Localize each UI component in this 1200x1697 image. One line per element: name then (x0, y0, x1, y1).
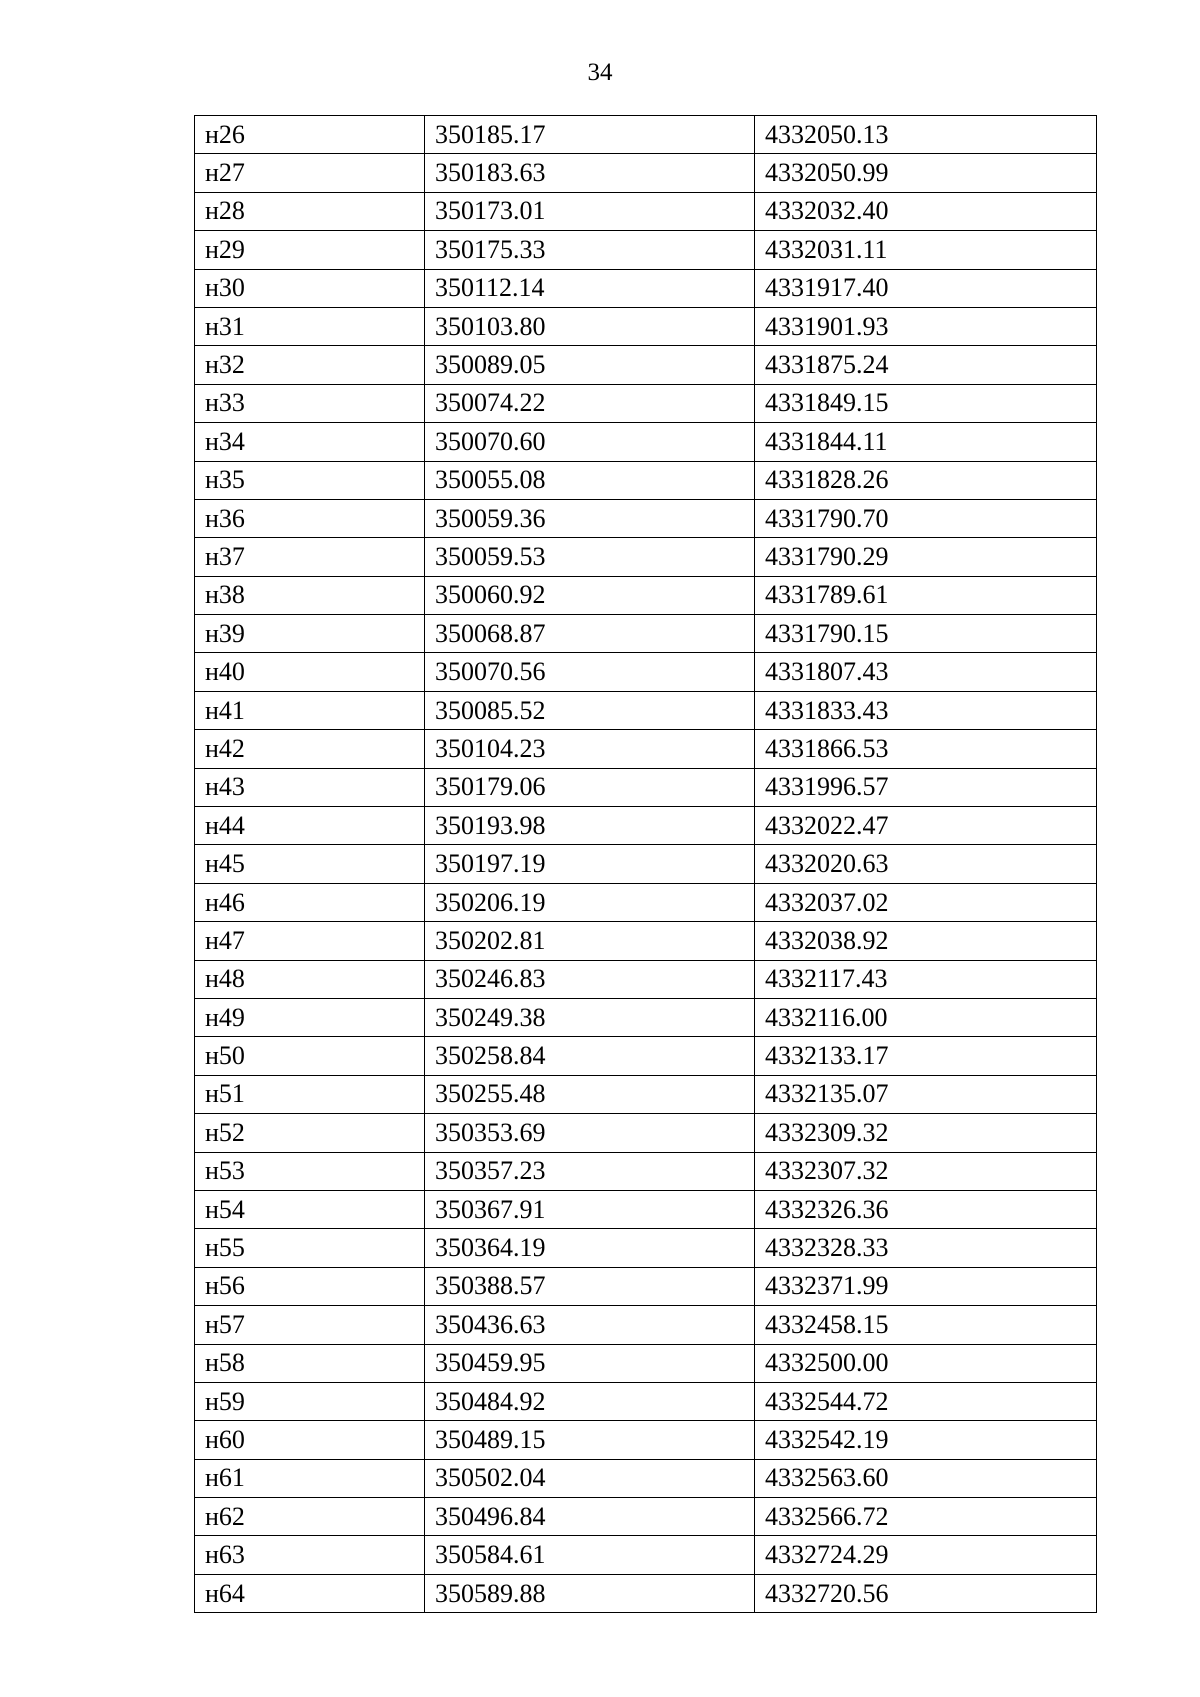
table-row (195, 461, 1097, 499)
y-coordinate-cell: 4332328.33 (755, 1229, 1097, 1267)
y-coordinate-cell: 4332020.63 (755, 845, 1097, 883)
table-row (195, 1498, 1097, 1536)
table-row (195, 1075, 1097, 1113)
y-coordinate-cell: 4332326.36 (755, 1190, 1097, 1228)
point-id-cell: н57 (195, 1306, 425, 1344)
table-row (195, 269, 1097, 307)
x-coordinate-cell: 350074.22 (425, 384, 755, 422)
y-coordinate-cell: 4332542.19 (755, 1421, 1097, 1459)
y-coordinate-cell: 4331849.15 (755, 384, 1097, 422)
x-coordinate-cell: 350202.81 (425, 922, 755, 960)
table-row (195, 922, 1097, 960)
y-coordinate-cell: 4332116.00 (755, 998, 1097, 1036)
y-coordinate-cell: 4332133.17 (755, 1037, 1097, 1075)
point-id-cell: н54 (195, 1190, 425, 1228)
y-coordinate-cell: 4332458.15 (755, 1306, 1097, 1344)
x-coordinate-cell: 350584.61 (425, 1536, 755, 1574)
table-row (195, 154, 1097, 192)
y-coordinate-cell: 4332307.32 (755, 1152, 1097, 1190)
coordinates-table (194, 115, 1097, 1613)
y-coordinate-cell: 4331866.53 (755, 730, 1097, 768)
x-coordinate-cell: 350173.01 (425, 192, 755, 230)
x-coordinate-cell: 350367.91 (425, 1190, 755, 1228)
y-coordinate-cell: 4331790.29 (755, 538, 1097, 576)
x-coordinate-cell: 350070.56 (425, 653, 755, 691)
point-id-cell: н26 (195, 116, 425, 154)
x-coordinate-cell: 350206.19 (425, 883, 755, 921)
x-coordinate-cell: 350502.04 (425, 1459, 755, 1497)
x-coordinate-cell: 350459.95 (425, 1344, 755, 1382)
x-coordinate-cell: 350249.38 (425, 998, 755, 1036)
y-coordinate-cell: 4331996.57 (755, 768, 1097, 806)
y-coordinate-cell: 4332031.11 (755, 231, 1097, 269)
table-row (195, 1306, 1097, 1344)
table-row (195, 307, 1097, 345)
x-coordinate-cell: 350060.92 (425, 576, 755, 614)
point-id-cell: н34 (195, 423, 425, 461)
point-id-cell: н46 (195, 883, 425, 921)
point-id-cell: н27 (195, 154, 425, 192)
y-coordinate-cell: 4332500.00 (755, 1344, 1097, 1382)
table-row (195, 998, 1097, 1036)
x-coordinate-cell: 350185.17 (425, 116, 755, 154)
table-row (195, 1190, 1097, 1228)
x-coordinate-cell: 350436.63 (425, 1306, 755, 1344)
table-row (195, 845, 1097, 883)
x-coordinate-cell: 350112.14 (425, 269, 755, 307)
y-coordinate-cell: 4331790.15 (755, 615, 1097, 653)
point-id-cell: н63 (195, 1536, 425, 1574)
x-coordinate-cell: 350193.98 (425, 807, 755, 845)
y-coordinate-cell: 4332050.13 (755, 116, 1097, 154)
x-coordinate-cell: 350175.33 (425, 231, 755, 269)
table-row (195, 346, 1097, 384)
x-coordinate-cell: 350357.23 (425, 1152, 755, 1190)
y-coordinate-cell: 4332544.72 (755, 1382, 1097, 1420)
point-id-cell: н45 (195, 845, 425, 883)
point-id-cell: н43 (195, 768, 425, 806)
point-id-cell: н55 (195, 1229, 425, 1267)
table-row (195, 615, 1097, 653)
table-row (195, 1421, 1097, 1459)
table-row (195, 499, 1097, 537)
point-id-cell: н64 (195, 1574, 425, 1612)
x-coordinate-cell: 350589.88 (425, 1574, 755, 1612)
table-row (195, 1229, 1097, 1267)
point-id-cell: н62 (195, 1498, 425, 1536)
y-coordinate-cell: 4332724.29 (755, 1536, 1097, 1574)
point-id-cell: н51 (195, 1075, 425, 1113)
table-row (195, 1574, 1097, 1612)
table-row (195, 192, 1097, 230)
table-row (195, 768, 1097, 806)
point-id-cell: н49 (195, 998, 425, 1036)
x-coordinate-cell: 350496.84 (425, 1498, 755, 1536)
point-id-cell: н60 (195, 1421, 425, 1459)
table-row (195, 423, 1097, 461)
x-coordinate-cell: 350489.15 (425, 1421, 755, 1459)
x-coordinate-cell: 350388.57 (425, 1267, 755, 1305)
table-row (195, 653, 1097, 691)
point-id-cell: н30 (195, 269, 425, 307)
x-coordinate-cell: 350246.83 (425, 960, 755, 998)
coordinates-table-body (195, 116, 1097, 1613)
y-coordinate-cell: 4332563.60 (755, 1459, 1097, 1497)
point-id-cell: н35 (195, 461, 425, 499)
table-row (195, 1344, 1097, 1382)
x-coordinate-cell: 350059.53 (425, 538, 755, 576)
point-id-cell: н37 (195, 538, 425, 576)
table-row (195, 1152, 1097, 1190)
point-id-cell: н32 (195, 346, 425, 384)
point-id-cell: н44 (195, 807, 425, 845)
table-row (195, 116, 1097, 154)
point-id-cell: н50 (195, 1037, 425, 1075)
table-row (195, 883, 1097, 921)
y-coordinate-cell: 4332022.47 (755, 807, 1097, 845)
point-id-cell: н29 (195, 231, 425, 269)
y-coordinate-cell: 4331917.40 (755, 269, 1097, 307)
table-row (195, 807, 1097, 845)
x-coordinate-cell: 350085.52 (425, 691, 755, 729)
table-row (195, 1267, 1097, 1305)
point-id-cell: н58 (195, 1344, 425, 1382)
table-row (195, 231, 1097, 269)
page-number: 34 (587, 59, 613, 86)
x-coordinate-cell: 350070.60 (425, 423, 755, 461)
x-coordinate-cell: 350059.36 (425, 499, 755, 537)
x-coordinate-cell: 350055.08 (425, 461, 755, 499)
x-coordinate-cell: 350089.05 (425, 346, 755, 384)
point-id-cell: н38 (195, 576, 425, 614)
y-coordinate-cell: 4331875.24 (755, 346, 1097, 384)
table-row (195, 538, 1097, 576)
y-coordinate-cell: 4331844.11 (755, 423, 1097, 461)
x-coordinate-cell: 350255.48 (425, 1075, 755, 1113)
x-coordinate-cell: 350104.23 (425, 730, 755, 768)
y-coordinate-cell: 4331901.93 (755, 307, 1097, 345)
x-coordinate-cell: 350364.19 (425, 1229, 755, 1267)
point-id-cell: н48 (195, 960, 425, 998)
y-coordinate-cell: 4332135.07 (755, 1075, 1097, 1113)
table-row (195, 691, 1097, 729)
point-id-cell: н61 (195, 1459, 425, 1497)
point-id-cell: н56 (195, 1267, 425, 1305)
table-row (195, 1459, 1097, 1497)
y-coordinate-cell: 4332566.72 (755, 1498, 1097, 1536)
point-id-cell: н41 (195, 691, 425, 729)
point-id-cell: н59 (195, 1382, 425, 1420)
y-coordinate-cell: 4332038.92 (755, 922, 1097, 960)
point-id-cell: н28 (195, 192, 425, 230)
y-coordinate-cell: 4332037.02 (755, 883, 1097, 921)
point-id-cell: н47 (195, 922, 425, 960)
point-id-cell: н39 (195, 615, 425, 653)
point-id-cell: н42 (195, 730, 425, 768)
x-coordinate-cell: 350103.80 (425, 307, 755, 345)
table-row (195, 1114, 1097, 1152)
point-id-cell: н31 (195, 307, 425, 345)
x-coordinate-cell: 350068.87 (425, 615, 755, 653)
point-id-cell: н53 (195, 1152, 425, 1190)
x-coordinate-cell: 350353.69 (425, 1114, 755, 1152)
x-coordinate-cell: 350183.63 (425, 154, 755, 192)
y-coordinate-cell: 4332117.43 (755, 960, 1097, 998)
y-coordinate-cell: 4331828.26 (755, 461, 1097, 499)
table-row (195, 1382, 1097, 1420)
table-row (195, 1536, 1097, 1574)
table-row (195, 1037, 1097, 1075)
table-row (195, 384, 1097, 422)
point-id-cell: н33 (195, 384, 425, 422)
x-coordinate-cell: 350258.84 (425, 1037, 755, 1075)
y-coordinate-cell: 4331790.70 (755, 499, 1097, 537)
y-coordinate-cell: 4332371.99 (755, 1267, 1097, 1305)
y-coordinate-cell: 4331789.61 (755, 576, 1097, 614)
point-id-cell: н36 (195, 499, 425, 537)
table-row (195, 730, 1097, 768)
x-coordinate-cell: 350197.19 (425, 845, 755, 883)
point-id-cell: н40 (195, 653, 425, 691)
y-coordinate-cell: 4332720.56 (755, 1574, 1097, 1612)
y-coordinate-cell: 4332032.40 (755, 192, 1097, 230)
point-id-cell: н52 (195, 1114, 425, 1152)
y-coordinate-cell: 4331807.43 (755, 653, 1097, 691)
table-row (195, 576, 1097, 614)
x-coordinate-cell: 350179.06 (425, 768, 755, 806)
y-coordinate-cell: 4331833.43 (755, 691, 1097, 729)
x-coordinate-cell: 350484.92 (425, 1382, 755, 1420)
y-coordinate-cell: 4332050.99 (755, 154, 1097, 192)
y-coordinate-cell: 4332309.32 (755, 1114, 1097, 1152)
table-row (195, 960, 1097, 998)
